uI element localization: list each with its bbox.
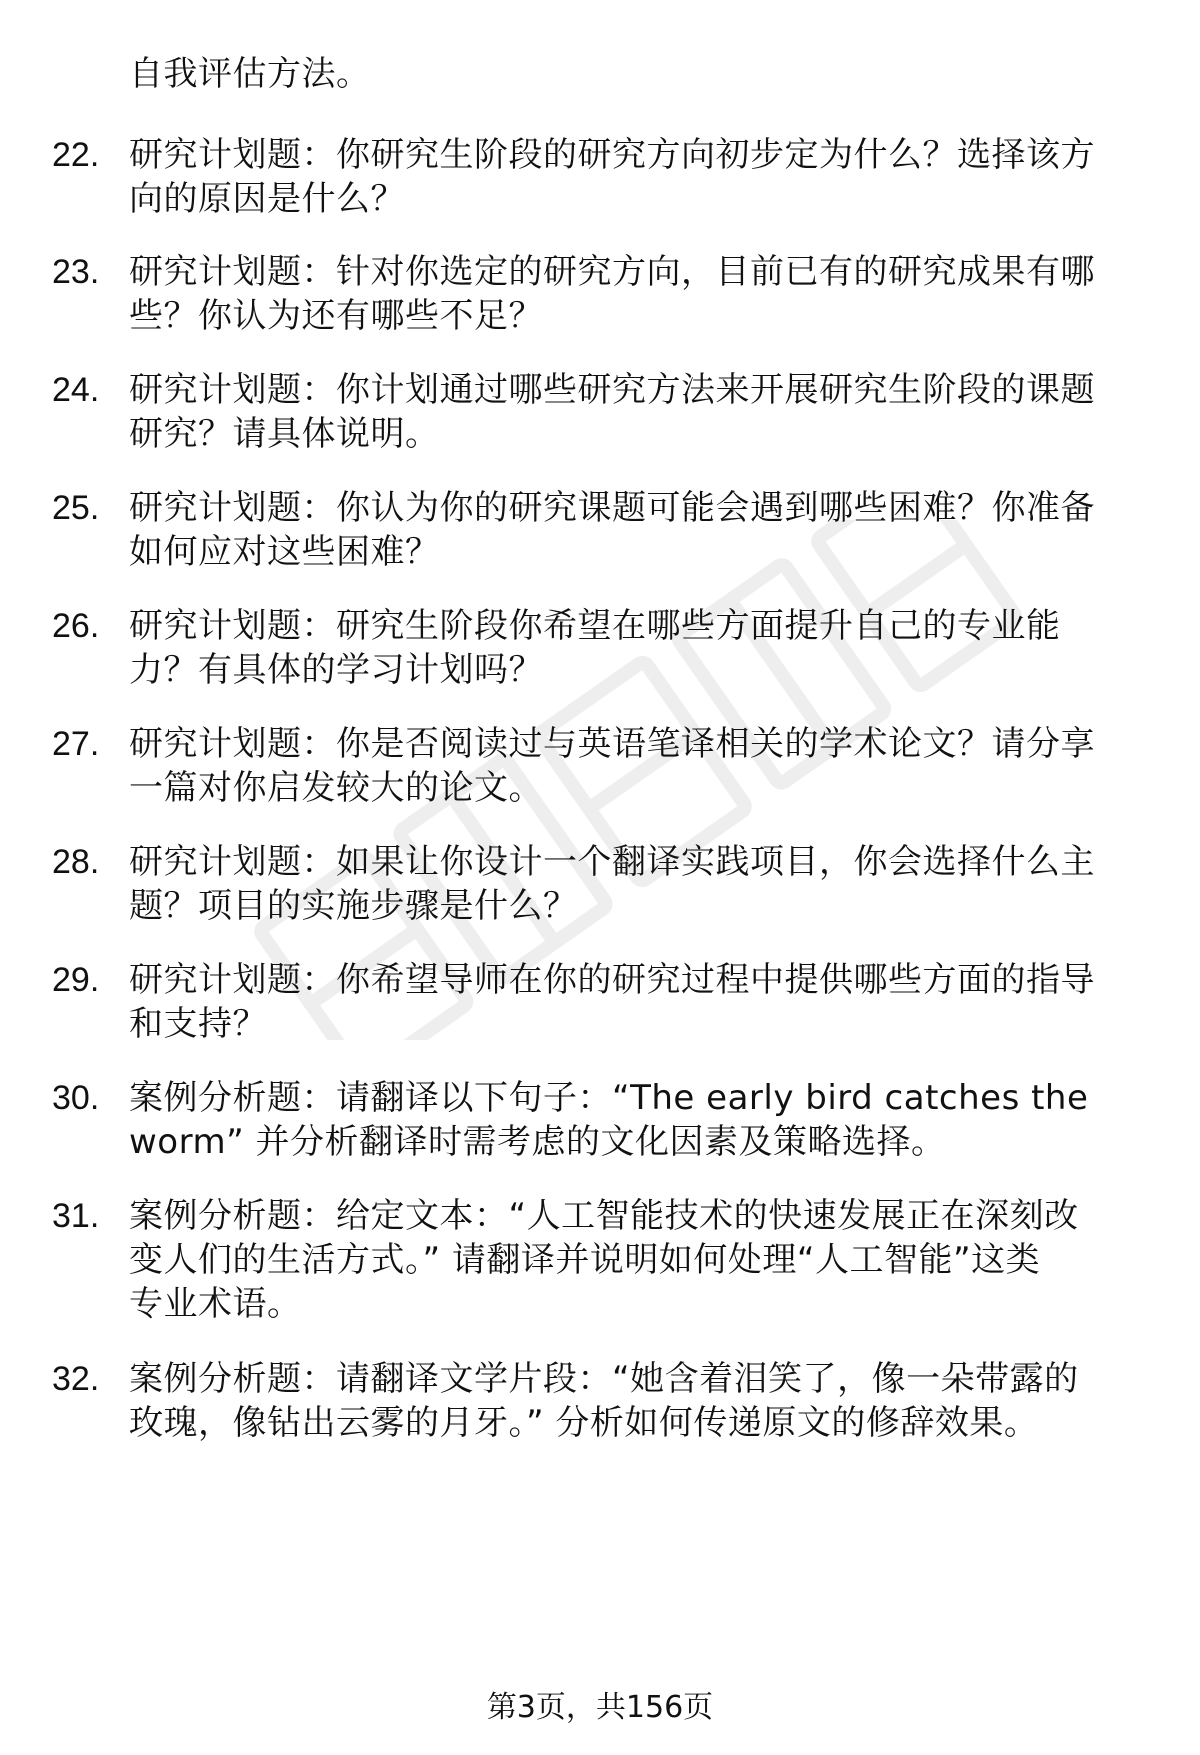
item-line: 研究计划题：你是否阅读过与英语笔译相关的学术论文？请分享 [129,724,1095,764]
item-line: 专业术语。 [129,1284,302,1324]
item-line: 研究计划题：你计划通过哪些研究方法来开展研究生阶段的课题 [129,370,1095,410]
item-number: 24. [52,371,100,409]
item-text [129,133,1149,221]
item-line: worm” 并分析翻译时需考虑的文化因素及策略选择。 [129,1122,946,1162]
page-footer: 第3页，共156页 [486,1690,714,1725]
item-line: 案例分析题：请翻译文学片段：“她含着泪笑了，像一朵带露的 [129,1359,1079,1399]
item-number: 22. [52,136,100,174]
item-text [129,722,1149,810]
item-number: 25. [52,489,100,527]
item-line: 研究计划题：你希望导师在你的研究过程中提供哪些方面的指导 [129,960,1095,1000]
item-text [129,1076,1149,1164]
item-text [129,1194,1149,1326]
item-line: 研究计划题：你研究生阶段的研究方向初步定为什么？选择该方 [129,135,1095,175]
item-line: 和支持？ [129,1004,267,1044]
item-line: 案例分析题：给定文本：“人工智能技术的快速发展正在深刻改 [129,1196,1079,1236]
item-text [129,368,1149,456]
item-text [129,604,1149,692]
item-text [129,250,1149,338]
item-line: 研究？请具体说明。 [129,414,440,454]
item-line: 如何应对这些困难？ [129,532,440,572]
item-text [129,840,1149,928]
continued-text: 自我评估方法。 [129,54,371,94]
item-text [129,958,1149,1046]
item-line: 研究计划题：研究生阶段你希望在哪些方面提升自己的专业能 [129,606,1061,646]
item-number: 28. [52,843,100,881]
item-number: 27. [52,725,100,763]
item-number: 30. [52,1079,100,1117]
item-text [129,486,1149,574]
item-line: 变人们的生活方式。” 请翻译并说明如何处理“人工智能”这类 [129,1240,1041,1280]
item-line: 案例分析题：请翻译以下句子：“The early bird catches the [129,1078,1089,1118]
item-number: 23. [52,253,100,291]
item-number: 31. [52,1197,100,1235]
item-number: 29. [52,961,100,999]
item-line: 研究计划题：你认为你的研究课题可能会遇到哪些困难？你准备 [129,488,1095,528]
item-line: 玫瑰，像钻出云雾的月牙。” 分析如何传递原文的修辞效果。 [129,1403,1039,1443]
item-line: 力？有具体的学习计划吗？ [129,650,543,690]
item-line: 一篇对你启发较大的论文。 [129,768,543,808]
item-line: 题？项目的实施步骤是什么？ [129,886,578,926]
item-text [129,1357,1149,1445]
item-number: 26. [52,607,100,645]
item-number: 32. [52,1360,100,1398]
item-line: 研究计划题：如果让你设计一个翻译实践项目，你会选择什么主 [129,842,1095,882]
item-line: 些？你认为还有哪些不足？ [129,296,543,336]
item-line: 研究计划题：针对你选定的研究方向，目前已有的研究成果有哪 [129,252,1095,292]
item-line: 向的原因是什么？ [129,179,405,219]
